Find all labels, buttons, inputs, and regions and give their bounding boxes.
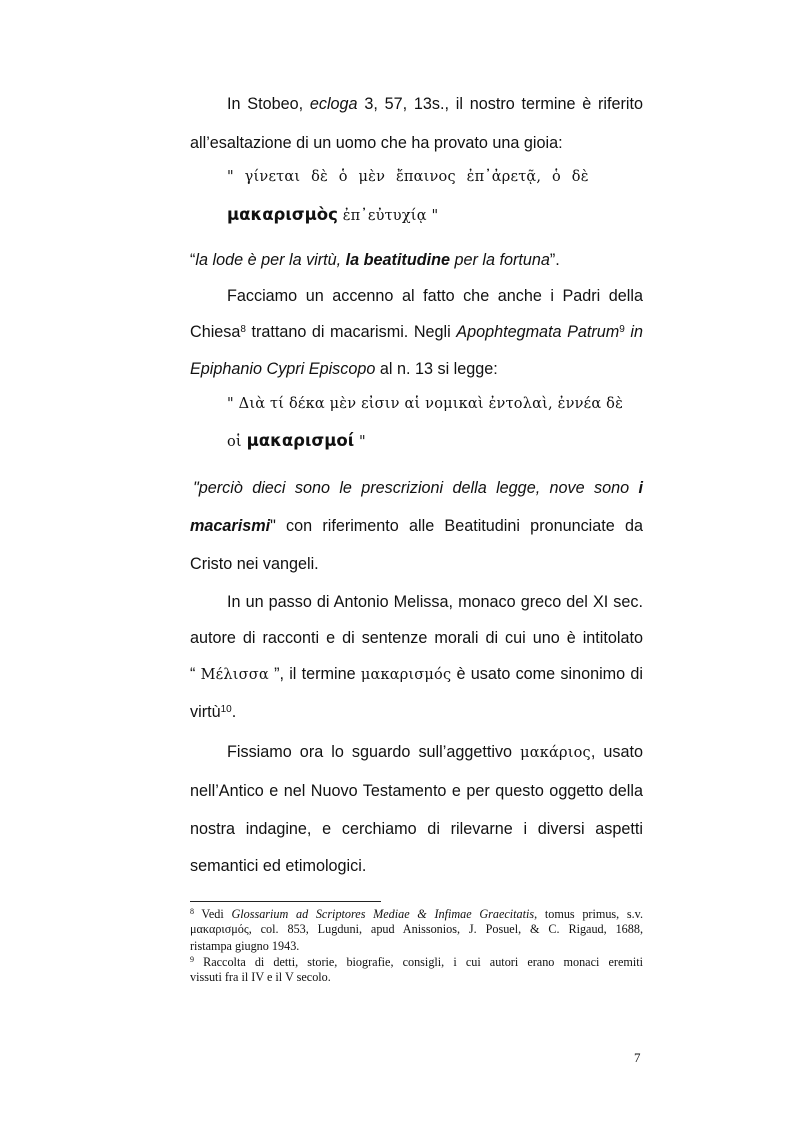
stobeo-line-1 bbox=[227, 94, 643, 114]
translation-1 bbox=[190, 250, 643, 270]
bold-beatitudine: la beatitudine bbox=[345, 251, 450, 269]
text: "perciò dieci sono le prescrizioni della legge, nove sono bbox=[193, 479, 639, 497]
text: 3, 57, 13s., il nostro termine è riferito bbox=[357, 95, 643, 113]
greek-quote-1-line-1: " γίνεται δὲ ὁ μὲν ἔπαινος ἐπ᾿ἀρετᾷ, ὁ δὲ bbox=[227, 169, 589, 185]
greek-makarismoi: μακαρισμοί bbox=[246, 431, 355, 450]
page-number: 7 bbox=[634, 1050, 641, 1065]
padri-line-2 bbox=[190, 322, 643, 342]
fissiamo-line-1 bbox=[227, 742, 643, 763]
text: Raccolta di detti, storie, biografie, consigli, i cui autori erano monaci eremiti bbox=[194, 955, 643, 969]
greek-text: οἱ bbox=[227, 434, 247, 450]
quote-mark: ”. bbox=[549, 251, 560, 269]
padri-line-1: Facciamo un accenno al fatto che anche i Padri della bbox=[227, 287, 643, 305]
text: virtù bbox=[190, 703, 221, 721]
translation-2-line-2 bbox=[190, 516, 643, 536]
bold-i: i bbox=[638, 479, 643, 497]
footnote-ref-8[interactable]: 8 bbox=[240, 324, 246, 335]
greek-makarismos: μακαρισμὸς bbox=[227, 205, 338, 224]
greek-makarismos: μακαρισμός bbox=[360, 667, 452, 683]
text: , tomus primus, s.v. bbox=[534, 907, 644, 921]
melissa-line-4 bbox=[190, 702, 643, 722]
translation-2-line-3: Cristo nei vangeli. bbox=[190, 555, 319, 573]
greek-quote-2-line-2 bbox=[227, 431, 643, 452]
greek-text: " bbox=[354, 434, 366, 450]
text: ”, il termine bbox=[268, 665, 361, 683]
text: " con riferimento alle Beatitudini pronunciate da bbox=[270, 517, 643, 535]
italic-epiphanio: Epiphanio Cypri Episcopo bbox=[190, 360, 376, 378]
melissa-line-1: In un passo di Antonio Melissa, monaco greco del XI sec. bbox=[227, 593, 643, 611]
footnote-9-line-1 bbox=[190, 955, 643, 970]
greek-melissa: Μέλισσα bbox=[200, 667, 269, 683]
greek-makarios: μακάριος bbox=[520, 745, 591, 761]
text: In Stobeo, bbox=[227, 95, 310, 113]
greek-quote-1-line-2 bbox=[227, 205, 643, 226]
bold-macarismi: macarismi bbox=[190, 517, 271, 535]
greek-quote-2-line-1: " Διὰ τί δέκα μὲν εἰσιν αἱ νομικαὶ ἐντολαὶ, ἐννέα δὲ bbox=[227, 396, 624, 412]
text: Fissiamo ora lo sguardo sull’aggettivo bbox=[227, 743, 521, 761]
text: in bbox=[624, 323, 643, 341]
text: per la fortuna bbox=[450, 251, 550, 269]
text: la lode è per la virtù, bbox=[195, 251, 346, 269]
padri-line-3 bbox=[190, 359, 643, 379]
melissa-line-3 bbox=[190, 664, 643, 685]
italic-glossarium: Glossarium ad Scriptores Mediae & Infimae Graecitatis bbox=[231, 907, 535, 921]
text: Chiesa bbox=[190, 323, 241, 341]
footnote-8-line-3: ristampa giugno 1943. bbox=[190, 939, 300, 953]
fissiamo-line-3: nostra indagine, e cerchiamo di rilevarne i diversi aspetti bbox=[190, 820, 643, 838]
italic-apophtegmata: Apophtegmata Patrum bbox=[456, 323, 620, 341]
footnote-8-line-1 bbox=[190, 907, 643, 922]
melissa-line-2: autore di racconti e di sentenze morali di cui uno è intitolato bbox=[190, 629, 643, 647]
text: , usato bbox=[590, 743, 643, 761]
footnote-ref-9[interactable]: 9 bbox=[619, 324, 625, 335]
footnote-number: 9 bbox=[190, 955, 194, 964]
fissiamo-line-2: nell’Antico e nel Nuovo Testamento e per questo oggetto della bbox=[190, 782, 643, 800]
quote-mark: “ bbox=[190, 251, 196, 269]
fissiamo-line-4: semantici ed etimologici. bbox=[190, 857, 367, 875]
footnote-number: 8 bbox=[190, 907, 194, 916]
text: è usato come sinonimo di bbox=[451, 665, 643, 683]
footnote-divider bbox=[190, 901, 381, 902]
text: al n. 13 si legge: bbox=[375, 360, 498, 378]
footnote-ref-10[interactable]: 10 bbox=[220, 704, 232, 715]
text: Vedi bbox=[194, 907, 232, 921]
text: “ bbox=[190, 665, 201, 683]
footnote-8-line-2: μακαρισμός, col. 853, Lugduni, apud Anissonios, J. Posuel, & C. Rigaud, 1688, bbox=[190, 922, 643, 936]
greek-text: ἐπ᾿εὐτυχίᾳ " bbox=[337, 208, 439, 224]
text: . bbox=[231, 703, 237, 721]
stobeo-line-2: all’esaltazione di un uomo che ha provato una gioia: bbox=[190, 134, 563, 152]
text: trattano di macarismi. Negli bbox=[245, 323, 457, 341]
translation-2-line-1 bbox=[193, 478, 643, 498]
footnote-9-line-2: vissuti fra il IV e il V secolo. bbox=[190, 970, 331, 984]
italic-ecloga: ecloga bbox=[309, 95, 358, 113]
